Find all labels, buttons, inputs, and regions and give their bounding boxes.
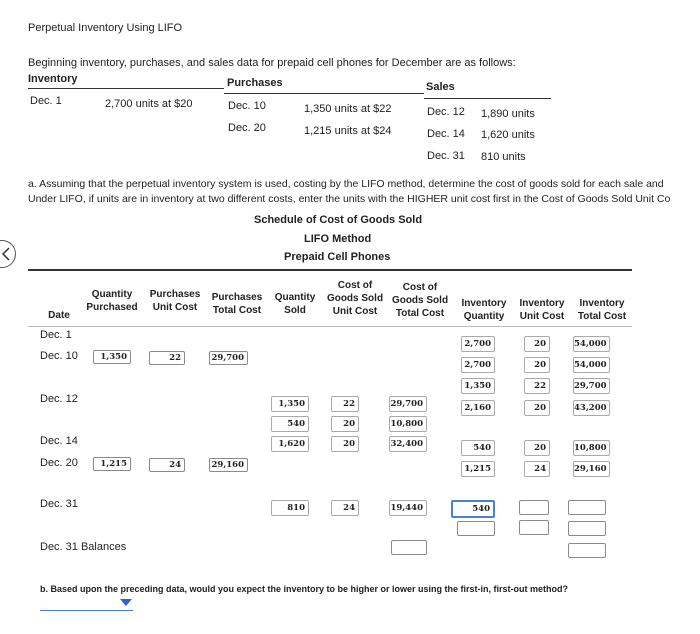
dec1-inv-total[interactable]: 54,000	[573, 336, 610, 352]
page-title: Perpetual Inventory Using LIFO	[28, 22, 183, 34]
dec31-balance-inv-total[interactable]	[568, 543, 606, 558]
sale-date-2: Dec. 14	[427, 128, 465, 140]
dec12-inv-total[interactable]: 43,200	[573, 400, 610, 416]
col-inv-total: Inventory Total Cost	[577, 298, 627, 322]
col-inv-qty: Inventory Quantity	[461, 298, 507, 322]
col-inv-unit: Inventory Unit Cost	[519, 298, 565, 322]
dec14-inv-total[interactable]: 10,800	[573, 440, 610, 456]
dec10-purch-unit[interactable]: 22	[149, 351, 185, 365]
sale-desc-3: 810 units	[481, 151, 526, 163]
sales-divider	[424, 98, 551, 99]
dec31-inv-total-2[interactable]	[568, 521, 606, 536]
dec20-purch-unit[interactable]: 24	[149, 458, 185, 472]
dec14-cogs-unit[interactable]: 20	[331, 436, 359, 452]
dec12-cogs-unit-1[interactable]: 22	[331, 396, 359, 412]
purchases-divider	[224, 93, 424, 94]
purchase-desc-1: 1,350 units at $22	[304, 103, 392, 115]
dec20-qty-purchased[interactable]: 1,215	[93, 457, 131, 471]
date-dec12: Dec. 12	[40, 393, 78, 405]
col-purch-total: Purchases Total Cost	[211, 292, 263, 316]
dec31-inv-unit-2[interactable]	[519, 520, 549, 535]
dec20-inv-qty[interactable]: 1,215	[461, 461, 495, 477]
dec10-inv-unit-1[interactable]: 20	[524, 357, 550, 373]
dec1-inv-unit[interactable]: 20	[524, 336, 550, 352]
dec31-inv-unit-1[interactable]	[519, 500, 549, 515]
date-dec31-balances: Dec. 31 Balances	[40, 541, 127, 553]
dec31-balance-cogs-total[interactable]	[391, 540, 427, 555]
dec12-cogs-unit-2[interactable]: 20	[331, 416, 359, 432]
inventory-desc: 2,700 units at $20	[105, 98, 193, 110]
dec20-inv-total[interactable]: 29,160	[573, 461, 610, 477]
question-b: b. Based upon the preceding data, would you expect the inventory to be higher or lower using the first-in, first-out method?	[40, 584, 569, 594]
inventory-divider	[28, 88, 224, 89]
question-a-line1: a. Assuming that the perpetual inventory system is used, costing by the LIFO method, determine the cost of goods sold for each sale and	[28, 178, 664, 190]
dec10-inv-qty-2[interactable]: 1,350	[461, 378, 495, 394]
dec10-inv-total-2[interactable]: 29,700	[573, 378, 610, 394]
date-dec14: Dec. 14	[40, 435, 78, 447]
dec1-inv-qty[interactable]: 2,700	[461, 336, 495, 352]
dec10-qty-purchased[interactable]: 1,350	[93, 350, 131, 364]
dec12-inv-unit[interactable]: 20	[524, 400, 550, 416]
col-purch-unit: Purchases Unit Cost	[149, 289, 201, 313]
date-dec1: Dec. 1	[40, 329, 72, 341]
sale-date-3: Dec. 31	[427, 150, 465, 162]
dec31-inv-qty-2[interactable]	[457, 521, 495, 536]
dec14-inv-unit[interactable]: 20	[524, 440, 550, 456]
dec10-inv-total-1[interactable]: 54,000	[573, 357, 610, 373]
dec31-inv-total-1[interactable]	[568, 500, 606, 515]
dec12-qty-sold-1[interactable]: 1,350	[271, 396, 309, 412]
schedule-top-rule	[28, 269, 632, 271]
dec20-purch-total[interactable]: 29,160	[209, 458, 248, 472]
dec10-inv-unit-2[interactable]: 22	[524, 378, 550, 394]
dec31-inv-qty[interactable]: 540	[451, 500, 495, 518]
purchase-date-2: Dec. 20	[228, 122, 266, 134]
dec14-qty-sold[interactable]: 1,620	[271, 436, 309, 452]
sales-header: Sales	[426, 81, 455, 93]
back-button[interactable]	[0, 240, 16, 268]
purchase-desc-2: 1,215 units at $24	[304, 125, 392, 137]
dec20-inv-unit[interactable]: 24	[524, 461, 550, 477]
col-cogs-total: Cost of Goods Sold Total Cost	[391, 282, 449, 319]
dec12-cogs-total-2[interactable]: 10,800	[389, 416, 427, 432]
inventory-date: Dec. 1	[30, 95, 62, 107]
dec14-inv-qty[interactable]: 540	[461, 440, 495, 456]
date-dec20: Dec. 20	[40, 457, 78, 469]
dec12-cogs-total-1[interactable]: 29,700	[389, 396, 427, 412]
chevron-left-icon	[0, 241, 15, 267]
dec14-cogs-total[interactable]: 32,400	[389, 436, 427, 452]
schedule-method: LIFO Method	[304, 233, 372, 245]
question-a-line2: Under LIFO, if units are in inventory at two different costs, enter the units with the HIGHER unit cost first in the Cost of Goods Sold Unit Co	[28, 193, 671, 205]
dec12-qty-sold-2[interactable]: 540	[271, 416, 309, 432]
dec10-purch-total[interactable]: 29,700	[209, 351, 248, 365]
col-cogs-unit: Cost of Goods Sold Unit Cost	[326, 280, 384, 317]
intro-text: Beginning inventory, purchases, and sales data for prepaid cell phones for December are as follows:	[28, 57, 516, 69]
sale-desc-2: 1,620 units	[481, 129, 535, 141]
sale-desc-1: 1,890 units	[481, 108, 535, 120]
schedule-title: Schedule of Cost of Goods Sold	[254, 214, 423, 226]
sale-date-1: Dec. 12	[427, 106, 465, 118]
dec31-cogs-total[interactable]: 19,440	[389, 500, 427, 516]
col-qty-sold: Quantity Sold	[274, 292, 316, 316]
dropdown-arrow-icon	[120, 599, 132, 607]
schedule-product: Prepaid Cell Phones	[284, 251, 391, 263]
date-dec10: Dec. 10	[40, 350, 78, 362]
dec31-qty-sold[interactable]: 810	[271, 500, 309, 516]
dec10-inv-qty-1[interactable]: 2,700	[461, 357, 495, 373]
col-date: Date	[48, 310, 70, 321]
purchase-date-1: Dec. 10	[228, 100, 266, 112]
header-rule	[28, 326, 632, 327]
answer-dropdown[interactable]	[40, 596, 133, 611]
purchases-header: Purchases	[227, 77, 283, 89]
col-qty-purchased: Quantity Purchased	[86, 289, 138, 313]
date-dec31: Dec. 31	[40, 498, 78, 510]
dec31-cogs-unit[interactable]: 24	[331, 500, 359, 516]
inventory-header: Inventory	[28, 73, 78, 85]
dec12-inv-qty[interactable]: 2,160	[461, 400, 495, 416]
